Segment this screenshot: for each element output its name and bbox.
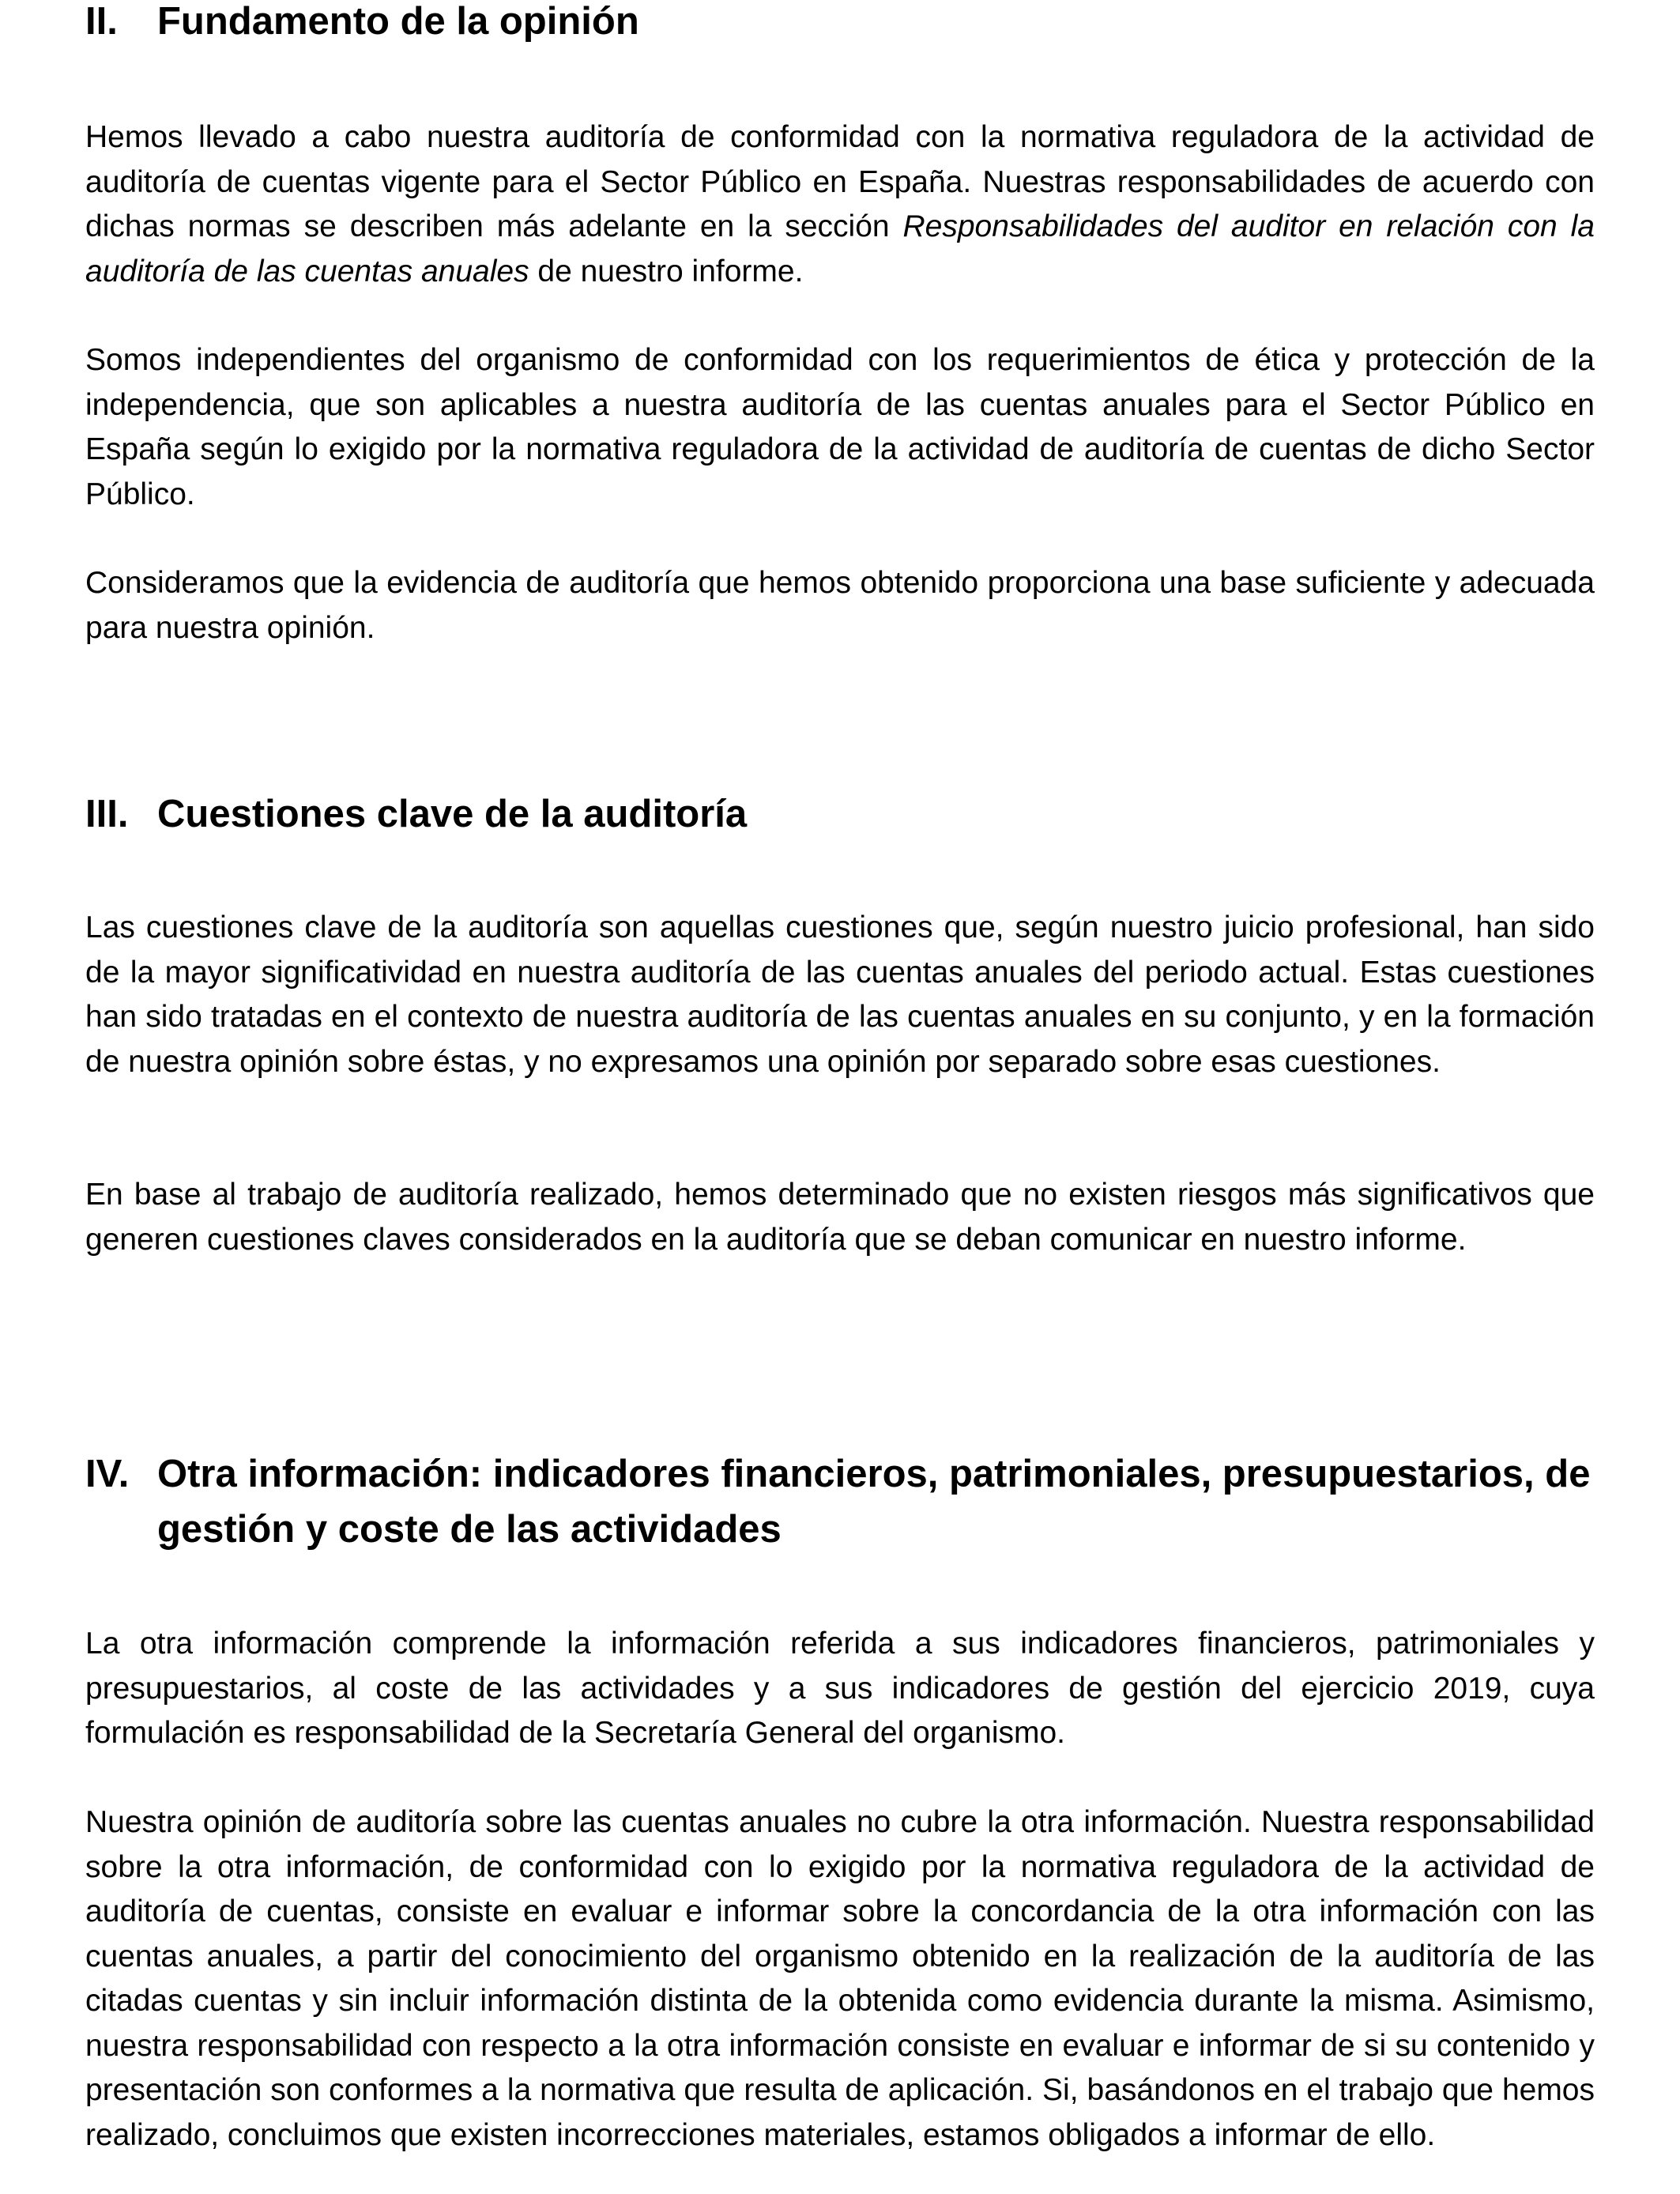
section-title: Otra información: indicadores financieros, patrimoniales, presupuestarios, de gestión y coste de las actividades: [157, 1453, 1591, 1551]
paragraph-text: Hemos llevado a cabo nuestra auditoría de conformidad con la normativa reguladora de la actividad de auditoría de cuentas vigente para el Sector Público en España. Nuestras responsabilidades de acuerdo con dichas normas se describen más adelante en la sección: [85, 120, 1595, 243]
section-heading-otra-informacion: [85, 1446, 1595, 1557]
paragraph-otra-informacion-1: La otra información comprende la información referida a sus indicadores financieros, patrimoniales y presupuestarios, al coste de las actividades y a sus indicadores de gestión del ejercicio 2019, cuya formulación es responsabilidad de la Secretaría General del organismo.: [85, 1627, 1595, 1750]
paragraph-fundamento-2: Somos independientes del organismo de conformidad con los requerimientos de ética y protección de la independencia, que son aplicables a nuestra auditoría de las cuentas anuales para el Sector Público en España según lo exigido por la normativa reguladora de la actividad de auditoría de cuentas de dicho Sector Público.: [85, 343, 1595, 511]
paragraph-italic-reference: Responsabilidades del auditor en relación con la auditoría de las cuentas anuales: [85, 209, 1595, 288]
section-heading-cuestiones-clave: [85, 786, 1595, 842]
section-number: IV.: [85, 1453, 130, 1495]
section-number: III.: [85, 793, 129, 835]
section-number: II.: [85, 0, 118, 43]
section-title: Fundamento de la opinión: [157, 0, 639, 43]
paragraph-otra-informacion-2: Nuestra opinión de auditoría sobre las cuentas anuales no cubre la otra información. Nuestra responsabilidad sobre la otra información, de conformidad con lo exigido por la normativa reguladora de la actividad de auditoría de cuentas, consiste en evaluar e informar sobre la concordancia de la otra información con las cuentas anuales, a partir del conocimiento del organismo obtenido en la realización de la auditoría de las citadas cuentas y sin incluir información distinta de la obtenida como evidencia durante la misma. Asimismo, nuestra responsabilidad con respecto a la otra información consiste en evaluar e informar de si su contenido y presentación son conformes a la normativa que resulta de aplicación. Si, basándonos en el trabajo que hemos realizado, concluimos que existen incorrecciones materiales, estamos obligados a informar de ello.: [85, 1805, 1595, 2152]
section-title: Cuestiones clave de la auditoría: [157, 793, 748, 835]
section-heading-fundamento: [85, 0, 1595, 49]
paragraph-fundamento-3: Consideramos que la evidencia de auditoría que hemos obtenido proporciona una base suficiente y adecuada para nuestra opinión.: [85, 566, 1595, 645]
paragraph-fundamento-1: [85, 115, 1595, 294]
paragraph-text: de nuestro informe.: [529, 254, 804, 288]
paragraph-cuestiones-2: En base al trabajo de auditoría realizado, hemos determinado que no existen riesgos más significativos que generen cuestiones claves considerados en la auditoría que se deban comunicar en nuestro informe.: [85, 1178, 1595, 1257]
paragraph-cuestiones-1: Las cuestiones clave de la auditoría son aquellas cuestiones que, según nuestro juicio profesional, han sido de la mayor significatividad en nuestra auditoría de las cuentas anuales del periodo actual. Estas cuestiones han sido tratadas en el contexto de nuestra auditoría de las cuentas anuales en su conjunto, y en la formación de nuestra opinión sobre éstas, y no expresamos una opinión por separado sobre esas cuestiones.: [85, 910, 1595, 1079]
